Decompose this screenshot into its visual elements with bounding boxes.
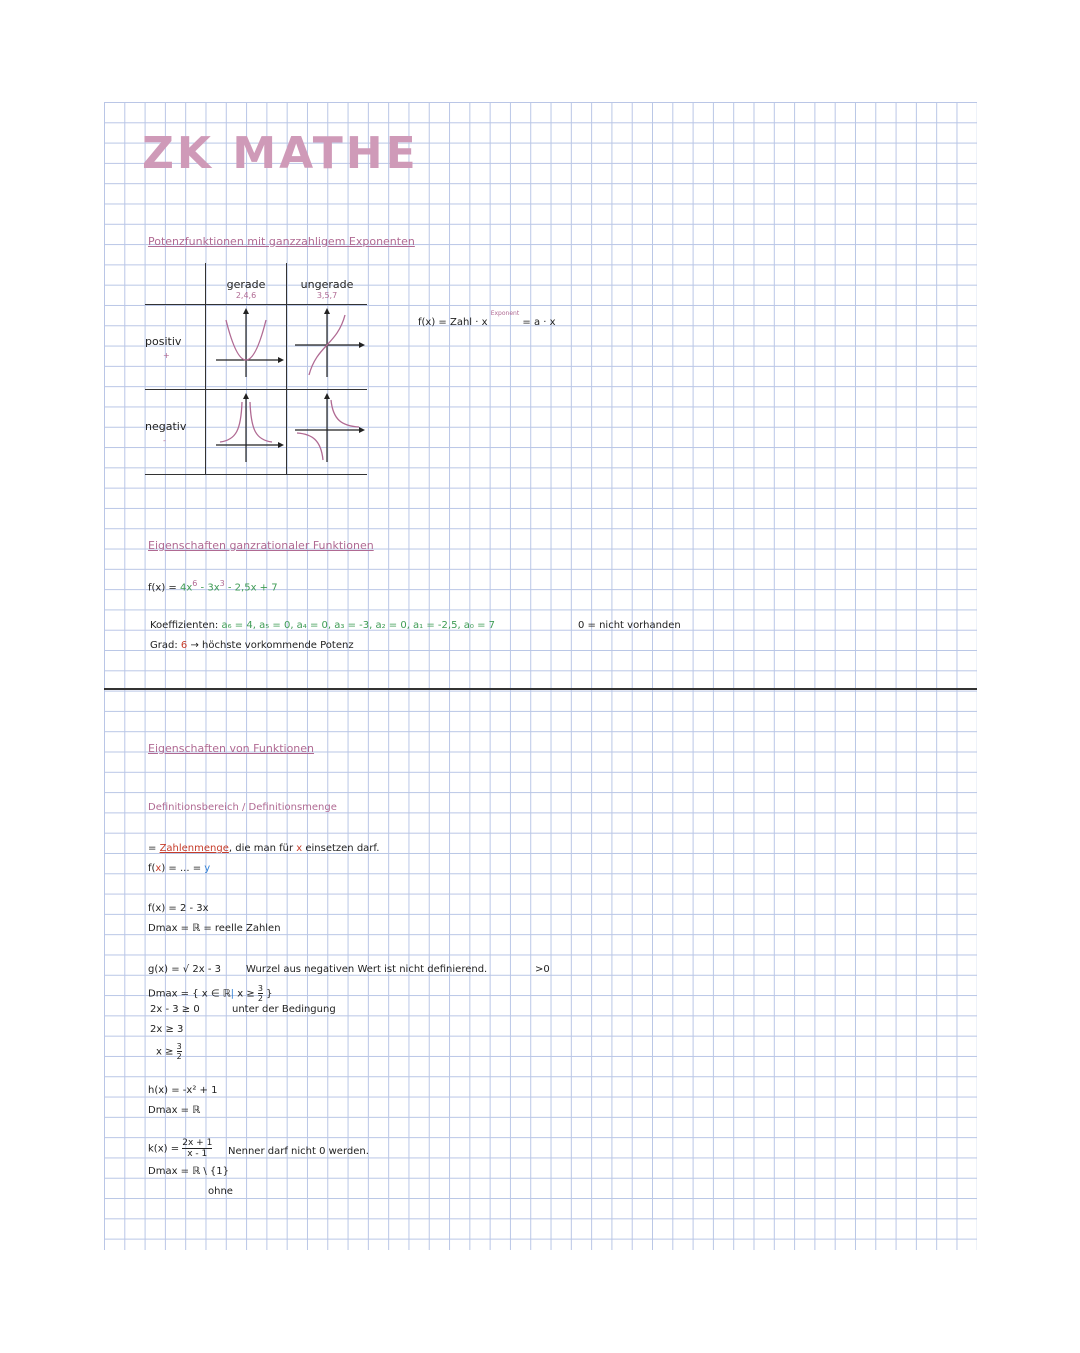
step3-frac [177,1042,182,1061]
grad-value: 6 [180,640,188,651]
step3-frac-num: 3 [176,1042,182,1051]
fx-x: x [155,863,162,874]
degree-line [150,640,354,651]
column-sublabel-even: 2,4,6 [235,290,257,300]
example2-note2: >0 [535,964,550,975]
ex4-den: x - 1 [187,1149,208,1159]
power-function-table [145,263,367,475]
example4-function [148,1138,212,1159]
row-sign-positive: + [163,351,170,360]
graph-even-positive [206,305,287,390]
section-divider [104,688,977,690]
formula-left: f(x) = Zahl · x [418,317,488,328]
example3-function: h(x) = -x² + 1 [148,1085,218,1096]
coefficients-line [150,620,495,631]
func-term-1-exp: 6 [192,579,198,588]
column-header-even [206,263,287,305]
row-label-negative: negativ [145,420,187,433]
column-header-odd [287,263,368,305]
example1-function: f(x) = 2 - 3x [148,903,209,914]
polynomial-function [148,579,278,593]
fx-y: y [204,863,211,874]
coef-note: 0 = nicht vorhanden [578,620,681,631]
ex2-frac [258,984,263,1003]
row-label-positive: positiv [145,335,182,348]
section-heading-function-properties: Eigenschaften von Funktionen [148,742,315,755]
ex4-num: 2x + 1 [182,1138,213,1148]
example3-domain: Dmax = ℝ [148,1105,201,1116]
condition-label: unter der Bedingung [232,1004,336,1015]
section-heading-polynomial: Eigenschaften ganzrationaler Funktionen [148,539,374,552]
step3-frac-den: 2 [176,1052,182,1061]
def-mid: , die man für [228,843,297,854]
def-end: einsetzen darf. [302,843,380,854]
def-word: Zahlenmenge [159,843,229,854]
grad-label: Grad: [150,640,178,651]
step3-text: x ≥ [156,1046,177,1058]
column-sublabel-odd: 3,5,7 [316,290,338,300]
frac-num: 3 [257,984,263,993]
subheading-domain: Definitionsbereich / Definitionsmenge [148,802,337,813]
fx-b: ) = ... = [161,863,205,874]
example2-step1: 2x - 3 ≥ 0 [150,1004,200,1015]
row-header-negative [145,390,206,475]
example2-function: g(x) = √ 2x - 3 [148,964,221,975]
ex2-bar: | [230,988,235,1000]
ex2-cond: x ≥ [234,988,258,1000]
example4-note: Nenner darf nicht 0 werden. [228,1146,369,1157]
domain-definition [148,843,379,854]
graph-even-negative [206,390,287,475]
hyperbola-even-graph-icon [206,390,286,470]
example2-step3 [156,1042,182,1061]
example2-step2: 2x ≥ 3 [150,1024,184,1035]
grad-note: → höchste vorkommende Potenz [190,640,354,651]
func-prefix: f(x) = [148,582,180,594]
func-term-4: + 7 [256,582,278,594]
func-term-2: - 3x [197,582,220,594]
coef-label: Koeffizienten: [150,620,219,631]
row-sign-negative: - [163,436,166,445]
def-prefix: = [148,843,160,854]
frac-den: 2 [257,994,263,1003]
ex4-left: k(x) = [148,1143,183,1155]
func-term-1: 4x [179,582,193,594]
table-corner [145,263,206,305]
example2-note: Wurzel aus negativen Wert ist nicht definierend. [246,964,488,975]
ex2-dmax: Dmax = { x ∈ ℝ [148,988,231,1000]
coef-values: a₆ = 4, a₅ = 0, a₄ = 0, a₃ = -3, a₂ = 0, a₁ = -2,5, a₀ = 7 [221,620,496,631]
section-heading-power-functions: Potenzfunktionen mit ganzzahligem Exponenten [148,235,415,248]
power-function-formula [418,310,556,328]
formula-exponent: Exponent [490,310,520,317]
column-label-even: gerade [226,277,266,291]
example2-domain: Dmax = { x ∈ ℝ| x ≥ $\frac{3}{2}$ } [148,984,273,1003]
func-term-3: - 2,5x [224,582,257,594]
cubic-graph-icon [287,305,367,385]
example4-domain: Dmax = ℝ \ {1} [148,1166,229,1177]
parabola-graph-icon [206,305,286,385]
fx-mapping [148,863,210,874]
example1-domain: Dmax = ℝ = reelle Zahlen [148,923,281,934]
ex4-frac [182,1138,212,1159]
row-header-positive [145,305,206,390]
example4-ohne: ohne [208,1186,233,1197]
def-x: x [296,843,303,854]
column-label-odd: ungerade [300,277,354,291]
graph-odd-negative [287,390,368,475]
formula-right: = a · x [522,317,556,328]
hyperbola-odd-graph-icon [287,390,367,470]
func-term-2-exp: 3 [219,579,225,588]
graph-odd-positive [287,305,368,390]
page-title: ZK MATHE [142,128,419,179]
fx-a: f( [148,863,156,874]
